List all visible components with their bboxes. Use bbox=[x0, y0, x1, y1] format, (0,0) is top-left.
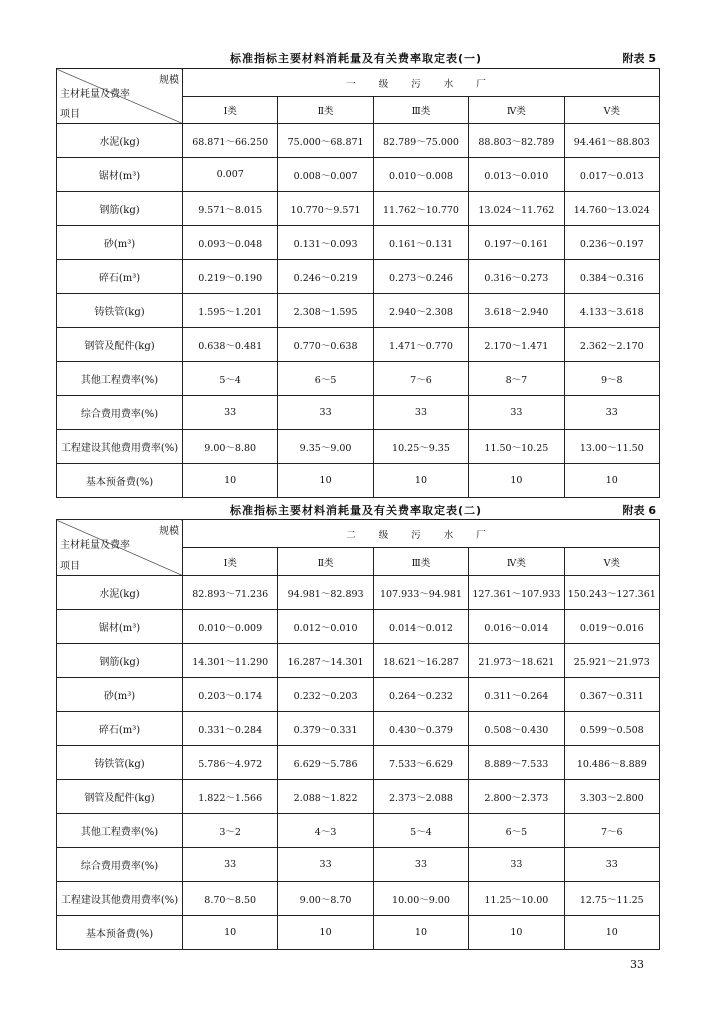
table-cell: 16.287～14.301 bbox=[278, 644, 373, 678]
table-cell: 11.25～10.00 bbox=[469, 882, 564, 916]
row-label: 钢筋(kg) bbox=[57, 644, 183, 678]
table-cell: 2.373～2.088 bbox=[373, 780, 468, 814]
row-label: 工程建设其他费用费率(%) bbox=[57, 430, 183, 464]
table-cell: 0.219～0.190 bbox=[183, 260, 278, 294]
table-cell: 0.273～0.246 bbox=[373, 260, 468, 294]
row-label: 锯材(m³) bbox=[57, 610, 183, 644]
table-cell: 10.00～9.00 bbox=[373, 882, 468, 916]
table-row bbox=[57, 362, 660, 396]
table-cell: 33 bbox=[373, 848, 468, 882]
row-label: 基本预备费(%) bbox=[57, 464, 183, 498]
table-row bbox=[57, 814, 660, 848]
table-cell: 10 bbox=[564, 916, 659, 950]
table-cell: 10.486～8.889 bbox=[564, 746, 659, 780]
table-cell: 10 bbox=[183, 464, 278, 498]
table-cell: 0.161～0.131 bbox=[373, 226, 468, 260]
section6-class-header: Ⅲ类 bbox=[373, 548, 468, 576]
table-cell: 0.331～0.284 bbox=[183, 712, 278, 746]
row-label: 其他工程费率(%) bbox=[57, 362, 183, 396]
table-cell: 11.50～10.25 bbox=[469, 430, 564, 464]
table-row bbox=[57, 644, 660, 678]
table-cell: 2.800～2.373 bbox=[469, 780, 564, 814]
table-row bbox=[57, 328, 660, 362]
table-cell: 9.00～8.70 bbox=[278, 882, 373, 916]
table-cell: 2.362～2.170 bbox=[564, 328, 659, 362]
section5-class-header: Ⅰ类 bbox=[183, 97, 278, 124]
row-label: 铸铁管(kg) bbox=[57, 746, 183, 780]
table-cell: 9.00～8.80 bbox=[183, 430, 278, 464]
table-cell: 127.361～107.933 bbox=[469, 576, 564, 610]
table-cell: 10 bbox=[278, 464, 373, 498]
row-label: 锯材(m³) bbox=[57, 158, 183, 192]
section5-class-header: Ⅲ类 bbox=[373, 97, 468, 124]
table-cell: 33 bbox=[373, 396, 468, 430]
table-cell: 10 bbox=[373, 916, 468, 950]
table-cell: 33 bbox=[469, 396, 564, 430]
section5-table bbox=[56, 68, 660, 498]
row-label: 工程建设其他费用费率(%) bbox=[57, 882, 183, 916]
table-cell: 0.019～0.016 bbox=[564, 610, 659, 644]
section6-class-header: Ⅱ类 bbox=[278, 548, 373, 576]
table-cell: 0.770～0.638 bbox=[278, 328, 373, 362]
table-cell: 2.088～1.822 bbox=[278, 780, 373, 814]
table-row bbox=[57, 916, 660, 950]
table-cell: 4～3 bbox=[278, 814, 373, 848]
table-cell: 0.379～0.331 bbox=[278, 712, 373, 746]
row-label: 综合费用费率(%) bbox=[57, 848, 183, 882]
table-row bbox=[57, 712, 660, 746]
section6-class-header: Ⅳ类 bbox=[469, 548, 564, 576]
table-cell: 150.243～127.361 bbox=[564, 576, 659, 610]
section5-corner-material: 主材耗量及费率 bbox=[60, 89, 130, 100]
table-cell: 0.236～0.197 bbox=[564, 226, 659, 260]
table-cell: 8.70～8.50 bbox=[183, 882, 278, 916]
section5-corner-scale: 规模 bbox=[159, 75, 179, 86]
section6-plant-header: 二 级 污 水 厂 bbox=[183, 520, 660, 548]
table-cell: 107.933～94.981 bbox=[373, 576, 468, 610]
table-cell: 13.00～11.50 bbox=[564, 430, 659, 464]
table-cell: 5～4 bbox=[373, 814, 468, 848]
table-cell: 6～5 bbox=[278, 362, 373, 396]
row-label: 碎石(m³) bbox=[57, 712, 183, 746]
table-cell: 33 bbox=[278, 396, 373, 430]
row-label: 钢管及配件(kg) bbox=[57, 328, 183, 362]
section6-corner-scale: 规模 bbox=[159, 526, 179, 537]
section5-title: 标准指标主要材料消耗量及有关费率取定表(一) bbox=[230, 52, 483, 65]
section5-appendix-label: 附表 5 bbox=[622, 52, 656, 65]
table-cell: 33 bbox=[278, 848, 373, 882]
table-row bbox=[57, 294, 660, 328]
row-label: 其他工程费率(%) bbox=[57, 814, 183, 848]
table-cell: 10 bbox=[183, 916, 278, 950]
row-label: 水泥(kg) bbox=[57, 124, 183, 158]
table-cell: 82.893～71.236 bbox=[183, 576, 278, 610]
row-label: 砂(m³) bbox=[57, 226, 183, 260]
table-cell: 11.762～10.770 bbox=[373, 192, 468, 226]
table-cell: 33 bbox=[183, 396, 278, 430]
table-cell: 3～2 bbox=[183, 814, 278, 848]
table-cell: 9～8 bbox=[564, 362, 659, 396]
row-label: 综合费用费率(%) bbox=[57, 396, 183, 430]
table-cell: 0.007 bbox=[183, 158, 278, 192]
table-row bbox=[57, 124, 660, 158]
row-label: 碎石(m³) bbox=[57, 260, 183, 294]
row-label: 基本预备费(%) bbox=[57, 916, 183, 950]
table-cell: 1.822～1.566 bbox=[183, 780, 278, 814]
table-cell: 14.760～13.024 bbox=[564, 192, 659, 226]
row-label: 钢筋(kg) bbox=[57, 192, 183, 226]
table-cell: 33 bbox=[183, 848, 278, 882]
table-cell: 33 bbox=[564, 396, 659, 430]
table-cell: 0.014～0.012 bbox=[373, 610, 468, 644]
table-cell: 0.367～0.311 bbox=[564, 678, 659, 712]
section6-header-row bbox=[57, 520, 660, 548]
table-cell: 4.133～3.618 bbox=[564, 294, 659, 328]
row-label: 砂(m³) bbox=[57, 678, 183, 712]
table-cell: 9.35～9.00 bbox=[278, 430, 373, 464]
table-cell: 88.803～82.789 bbox=[469, 124, 564, 158]
table-cell: 25.921～21.973 bbox=[564, 644, 659, 678]
table-cell: 0.197～0.161 bbox=[469, 226, 564, 260]
section6-corner-material: 主材耗量及费率 bbox=[60, 540, 130, 551]
table-cell: 7.533～6.629 bbox=[373, 746, 468, 780]
table-row bbox=[57, 464, 660, 498]
table-cell: 0.599～0.508 bbox=[564, 712, 659, 746]
table-cell: 1.471～0.770 bbox=[373, 328, 468, 362]
section5-class-header: Ⅳ类 bbox=[469, 97, 564, 124]
table-cell: 2.940～2.308 bbox=[373, 294, 468, 328]
table-row bbox=[57, 192, 660, 226]
table-cell: 0.638～0.481 bbox=[183, 328, 278, 362]
table-cell: 5.786～4.972 bbox=[183, 746, 278, 780]
table-cell: 75.000～68.871 bbox=[278, 124, 373, 158]
table-cell: 0.264～0.232 bbox=[373, 678, 468, 712]
section5-class-header: Ⅴ类 bbox=[564, 97, 659, 124]
table-row bbox=[57, 260, 660, 294]
table-row bbox=[57, 576, 660, 610]
table-cell: 2.170～1.471 bbox=[469, 328, 564, 362]
section6-title: 标准指标主要材料消耗量及有关费率取定表(二) bbox=[230, 504, 483, 517]
table-cell: 0.311～0.264 bbox=[469, 678, 564, 712]
section5-corner-item: 项目 bbox=[60, 109, 80, 120]
table-cell: 10.25～9.35 bbox=[373, 430, 468, 464]
table-cell: 0.012～0.010 bbox=[278, 610, 373, 644]
table-cell: 0.316～0.273 bbox=[469, 260, 564, 294]
table-cell: 10 bbox=[278, 916, 373, 950]
section6-corner-item: 项目 bbox=[60, 561, 80, 572]
table-cell: 0.093～0.048 bbox=[183, 226, 278, 260]
section6-table bbox=[56, 519, 660, 950]
table-cell: 0.203～0.174 bbox=[183, 678, 278, 712]
table-cell: 0.131～0.093 bbox=[278, 226, 373, 260]
table-cell: 94.981～82.893 bbox=[278, 576, 373, 610]
table-cell: 0.384～0.316 bbox=[564, 260, 659, 294]
row-label: 铸铁管(kg) bbox=[57, 294, 183, 328]
table-cell: 0.508～0.430 bbox=[469, 712, 564, 746]
table-cell: 9.571～8.015 bbox=[183, 192, 278, 226]
table-cell: 5～4 bbox=[183, 362, 278, 396]
table-cell: 82.789～75.000 bbox=[373, 124, 468, 158]
section6-appendix-label: 附表 6 bbox=[622, 504, 656, 517]
table-cell: 94.461～88.803 bbox=[564, 124, 659, 158]
table-cell: 33 bbox=[469, 848, 564, 882]
table-row bbox=[57, 746, 660, 780]
table-cell: 3.618～2.940 bbox=[469, 294, 564, 328]
table-cell: 0.246～0.219 bbox=[278, 260, 373, 294]
table-row bbox=[57, 882, 660, 916]
table-cell: 68.871～66.250 bbox=[183, 124, 278, 158]
table-cell: 12.75～11.25 bbox=[564, 882, 659, 916]
table-cell: 1.595～1.201 bbox=[183, 294, 278, 328]
table-row bbox=[57, 396, 660, 430]
table-cell: 21.973～18.621 bbox=[469, 644, 564, 678]
section5-corner-cell bbox=[57, 69, 183, 124]
table-cell: 2.308～1.595 bbox=[278, 294, 373, 328]
table-cell: 0.013～0.010 bbox=[469, 158, 564, 192]
table-cell: 7～6 bbox=[373, 362, 468, 396]
section5-plant-header: 一 级 污 水 厂 bbox=[183, 69, 660, 97]
table-cell: 0.008～0.007 bbox=[278, 158, 373, 192]
row-label: 钢管及配件(kg) bbox=[57, 780, 183, 814]
table-cell: 10.770～9.571 bbox=[278, 192, 373, 226]
table-row bbox=[57, 848, 660, 882]
page-number: 33 bbox=[630, 958, 644, 971]
table-cell: 3.303～2.800 bbox=[564, 780, 659, 814]
table-cell: 8～7 bbox=[469, 362, 564, 396]
table-cell: 10 bbox=[373, 464, 468, 498]
table-row bbox=[57, 158, 660, 192]
table-cell: 10 bbox=[469, 464, 564, 498]
table-cell: 7～6 bbox=[564, 814, 659, 848]
table-cell: 6.629～5.786 bbox=[278, 746, 373, 780]
table-cell: 0.016～0.014 bbox=[469, 610, 564, 644]
section6-class-header: Ⅴ类 bbox=[564, 548, 659, 576]
table-cell: 6～5 bbox=[469, 814, 564, 848]
table-cell: 8.889～7.533 bbox=[469, 746, 564, 780]
table-row bbox=[57, 678, 660, 712]
row-label: 水泥(kg) bbox=[57, 576, 183, 610]
section5-header-row bbox=[57, 69, 660, 97]
table-cell: 18.621～16.287 bbox=[373, 644, 468, 678]
section6-class-header: Ⅰ类 bbox=[183, 548, 278, 576]
table-row bbox=[57, 430, 660, 464]
table-cell: 0.017～0.013 bbox=[564, 158, 659, 192]
table-cell: 10 bbox=[564, 464, 659, 498]
section5-class-header: Ⅱ类 bbox=[278, 97, 373, 124]
table-cell: 0.010～0.009 bbox=[183, 610, 278, 644]
table-cell: 0.232～0.203 bbox=[278, 678, 373, 712]
table-row bbox=[57, 226, 660, 260]
table-cell: 13.024～11.762 bbox=[469, 192, 564, 226]
table-cell: 0.430～0.379 bbox=[373, 712, 468, 746]
table-cell: 10 bbox=[469, 916, 564, 950]
table-row bbox=[57, 610, 660, 644]
table-row bbox=[57, 780, 660, 814]
table-cell: 14.301～11.290 bbox=[183, 644, 278, 678]
section6-corner-cell bbox=[57, 520, 183, 576]
table-cell: 0.010～0.008 bbox=[373, 158, 468, 192]
table-cell: 33 bbox=[564, 848, 659, 882]
